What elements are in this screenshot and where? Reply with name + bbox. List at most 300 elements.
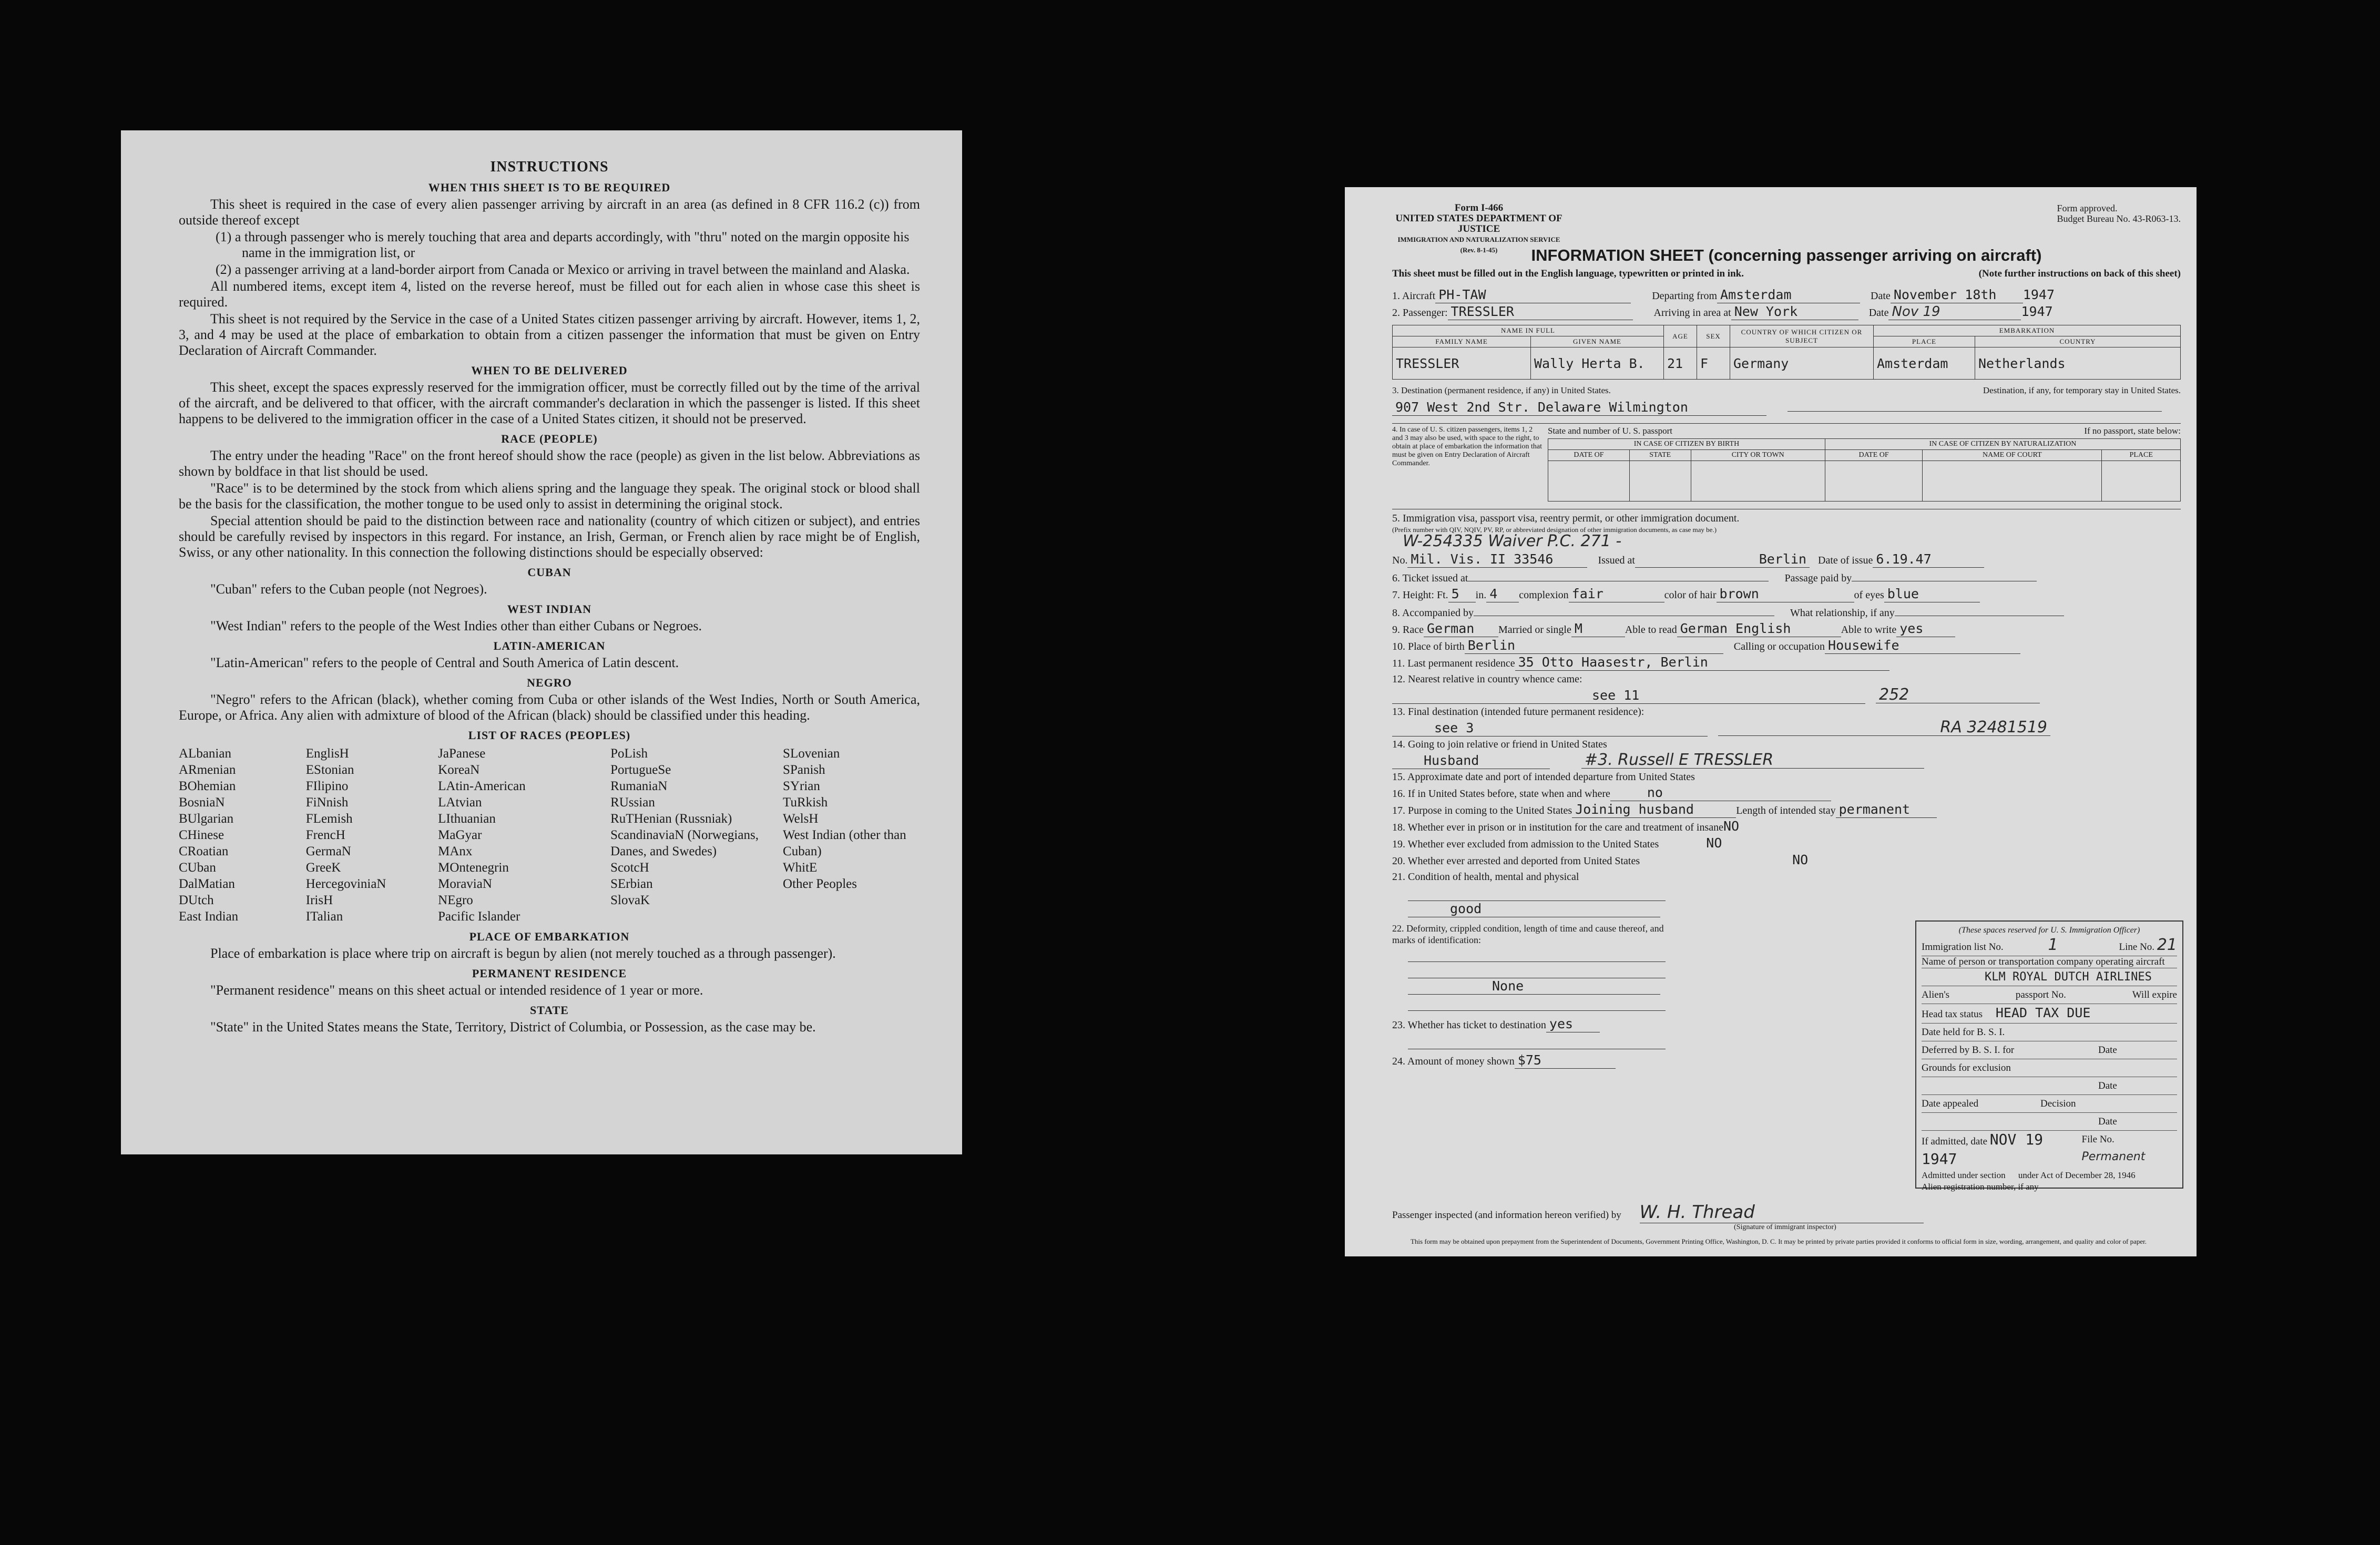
occupation-field[interactable]: Housewife — [1825, 638, 2020, 654]
given-name-cell[interactable]: Wally Herta B. — [1531, 347, 1664, 380]
health-field[interactable]: good — [1408, 901, 1660, 917]
read-label: Able to read — [1625, 624, 1677, 636]
nearest-relative-label: 12. Nearest relative in country whence came: — [1392, 673, 1582, 685]
grounds-line — [1922, 1059, 2177, 1077]
occupation-label: Calling or occupation — [1733, 641, 1825, 652]
arriving-field[interactable]: New York — [1731, 304, 1858, 320]
item-9-row — [1392, 621, 2181, 638]
date-issue-field[interactable]: 6.19.47 — [1873, 551, 1984, 568]
arriving-date-field[interactable]: Nov 19 — [1888, 304, 2021, 320]
form-subnote — [1392, 268, 2181, 280]
arriving-year: 1947 — [2021, 304, 2053, 319]
name-table — [1392, 325, 2181, 380]
item-5-note: (Prefix number with QIV, NQIV, PV, RP, or abbreviated designation of other immigration documents, as case may be.) — [1392, 526, 1717, 534]
health-label: 21. Condition of health, mental and physical — [1392, 871, 1579, 883]
item-3-value-row — [1392, 398, 2181, 416]
deferred-line — [1922, 1041, 2177, 1059]
passenger-field[interactable]: TRESSLER — [1448, 304, 1633, 320]
visa-number-field[interactable]: Mil. Vis. II 33546 — [1407, 551, 1587, 568]
deformity-label: 22. Deformity, crippled condition, length of time and cause thereof, and marks of identification: — [1392, 923, 1664, 945]
previous-visit-label: 16. If in United States before, state when and where — [1392, 788, 1610, 800]
cuban-heading: CUBAN — [527, 566, 571, 579]
aircraft-field[interactable]: PH-TAW — [1435, 287, 1631, 303]
line-no-label: Line No. — [2119, 942, 2155, 953]
race-entry: East Indian — [179, 909, 239, 924]
issued-at-field[interactable]: Berlin — [1635, 551, 1810, 568]
nat-court-cell[interactable] — [1923, 461, 2102, 502]
list-no-field[interactable]: 1 — [2048, 936, 2058, 954]
state-heading: STATE — [530, 1004, 569, 1017]
prison-label: 18. Whether ever in prison or in institution for the care and treatment of insane — [1392, 822, 1723, 833]
left-column-items — [1392, 869, 1666, 1069]
health-line-1 — [1408, 885, 1666, 901]
sex-cell[interactable]: F — [1697, 347, 1730, 380]
race-entry: SPanish — [783, 763, 825, 777]
race-entry: MOntenegrin — [438, 861, 509, 875]
race-label: 9. Race — [1392, 624, 1424, 636]
race-heading: RACE (PEOPLE) — [501, 432, 598, 445]
arriving-label: Arriving in area at — [1653, 307, 1731, 319]
read-field[interactable]: German English — [1677, 621, 1841, 637]
nearest-relative-field[interactable]: see 11 — [1392, 688, 1865, 704]
ticket-field[interactable] — [1468, 568, 1769, 581]
final-destination-field[interactable]: see 3 — [1392, 720, 1708, 736]
date-issue-label: Date of issue — [1818, 555, 1873, 566]
departing-label: Departing from — [1652, 290, 1718, 302]
relationship-field[interactable] — [1895, 603, 2064, 616]
passport-no-label: passport No. — [2015, 989, 2066, 1000]
inspected-label: Passenger inspected (and information hereon verified) by — [1392, 1210, 1621, 1221]
sex-header: SEX — [1697, 325, 1730, 347]
eyes-label: of eyes — [1854, 589, 1884, 601]
date-held-label: Date held for B. S. I. — [1922, 1027, 2005, 1038]
item-6-row — [1392, 568, 2181, 586]
deformity-value-row — [1408, 978, 1666, 995]
race-entry: RuTHenian (Russniak) — [610, 812, 732, 826]
form-footer: This form may be obtained upon prepayment from the Superintendent of Documents, Government Printing Office, Washington, D. C. It may be printed by private parties provided it conforms to official form in size, wording, arrangement, and quality and color of paper. — [1410, 1237, 2147, 1245]
race-entry: GreeK — [305, 861, 341, 875]
alien-registration-label: Alien registration number, if any — [1922, 1182, 2039, 1192]
item-8-row — [1392, 603, 2181, 621]
alien-passport-line — [1922, 986, 2177, 1004]
complexion-field[interactable]: fair — [1569, 586, 1664, 602]
item-1-row — [1392, 287, 2181, 304]
destination-field[interactable]: 907 West 2nd Str. Delaware Wilmington — [1392, 400, 1766, 416]
departing-date-field[interactable]: November 18th — [1891, 287, 2023, 303]
service: IMMIGRATION AND NATURALIZATION SERVICE — [1397, 236, 1560, 243]
item-13-row — [1392, 704, 2181, 720]
item-3-label: 3. Destination (permanent residence, if any) in United States. — [1392, 385, 1611, 395]
decision-date-line — [1922, 1113, 2177, 1131]
approved-text: Form approved. — [2057, 203, 2118, 213]
citizenship-table — [1548, 438, 2181, 502]
embark-country-cell[interactable]: Netherlands — [1975, 347, 2181, 380]
race-entry: FIlipino — [305, 779, 349, 793]
family-name-header: FAMILY NAME — [1393, 336, 1531, 347]
race-entry: SLovenian — [783, 746, 840, 761]
race-entry: MaGyar — [438, 828, 482, 842]
races-col-2 — [306, 745, 438, 925]
health-value-row — [1408, 901, 1666, 917]
birth-city-header: CITY OR TOWN — [1691, 450, 1825, 461]
race-entry: Other Peoples — [783, 877, 857, 891]
stay-field[interactable]: permanent — [1836, 802, 1937, 818]
citizen-cell[interactable]: Germany — [1730, 347, 1874, 380]
departure-label: 15. Approximate date and port of intended departure from United States — [1392, 771, 1695, 783]
list-line — [1922, 936, 2177, 956]
excluded-field[interactable]: NO — [1706, 835, 1722, 851]
item-4-table-area — [1548, 424, 2181, 502]
passenger-label: 2. Passenger: — [1392, 307, 1448, 319]
race-entry: TuRkish — [783, 795, 828, 810]
race-entry: MAnx — [438, 844, 473, 858]
transport-line — [1922, 956, 2177, 968]
married-label: Married or single — [1498, 624, 1571, 636]
exception-1: (1) a through passenger who is merely touching that area and departs accordingly, with "thru" noted on the margin opposite his name in the immigration list, or — [216, 229, 910, 260]
arriving-date-label: Date — [1868, 307, 1889, 319]
west-indian-heading: WEST INDIAN — [507, 602, 592, 616]
department: UNITED STATES DEPARTMENT OF JUSTICE — [1395, 213, 1562, 234]
item-22-row — [1392, 923, 1666, 946]
when-delivered-text: This sheet, except the spaces expressly reserved for the immigration officer, must be correctly filled out by the time of the arrival of the aircraft, and be delivered to that officer, with the aircraft commander's declaration in which the passenger is listed. If this sheet happens to be delivered to the immigration officer in the case of a United States citizen, it should not be preserved. — [179, 380, 920, 426]
given-name-header: GIVEN NAME — [1531, 336, 1664, 347]
purpose-field[interactable]: Joining husband — [1572, 802, 1736, 818]
item-17-row — [1392, 802, 2181, 818]
nat-date-header: DATE OF — [1825, 450, 1922, 461]
deformity-line-3 — [1408, 995, 1666, 1011]
item-4-block — [1392, 423, 2181, 502]
no-passport-label: If no passport, state below: — [2084, 426, 2181, 436]
height-in-field[interactable]: 4 — [1486, 586, 1519, 602]
citizen-header: COUNTRY OF WHICH CITIZEN OR SUBJECT — [1730, 325, 1874, 347]
nat-place-cell[interactable] — [2102, 461, 2181, 502]
ticket-destination-label: 23. Whether has ticket to destination — [1392, 1019, 1546, 1031]
birth-heading: IN CASE OF CITIZEN BY BIRTH — [1548, 439, 1825, 450]
eyes-field[interactable]: blue — [1884, 586, 1980, 602]
item-14-row — [1392, 736, 2181, 752]
transport-label: Name of person or transportation company operating aircraft — [1922, 956, 2165, 967]
passage-paid-label: Passage paid by — [1784, 572, 1852, 584]
file-no-label: File No. — [2081, 1134, 2115, 1145]
previous-visit-field[interactable]: no — [1610, 785, 1831, 801]
race-entry: RumaniaN — [610, 779, 668, 793]
grounds-date-label: Date — [2098, 1080, 2117, 1091]
nat-court-header: NAME OF COURT — [1923, 450, 2102, 461]
aircraft-label: 1. Aircraft — [1392, 290, 1436, 302]
final-destination-label: 13. Final destination (intended future permanent residence): — [1392, 706, 1644, 718]
head-tax-label: Head tax status — [1922, 1009, 1983, 1020]
name-in-full-header: NAME IN FULL — [1393, 325, 1664, 336]
list-no-label: Immigration list No. — [1922, 942, 2004, 953]
race-entry: WhitE — [783, 861, 818, 875]
exception-2: (2) a passenger arriving at a land-border airport from Canada or Mexico or arriving in travel between the mainland and Alaska. — [216, 262, 910, 277]
race-entry: EStonian — [305, 763, 354, 777]
decision-date-label: Date — [2098, 1116, 2117, 1127]
decision-label: Decision — [2040, 1098, 2076, 1109]
inspection-signature-line — [1392, 1202, 1924, 1232]
races-list — [179, 745, 920, 925]
excluded-label: 19. Whether ever excluded from admission to the United States — [1392, 838, 1659, 850]
height-ft-field[interactable]: 5 — [1448, 586, 1476, 602]
residence-heading: PERMANENT RESIDENCE — [472, 967, 627, 980]
prison-field[interactable]: NO — [1723, 818, 1740, 834]
race-entry: LAtvian — [438, 795, 482, 810]
deferred-label: Deferred by B. S. I. for — [1922, 1045, 2015, 1056]
when-required-heading: WHEN THIS SHEET IS TO BE REQUIRED — [428, 181, 671, 194]
item-18-row — [1392, 818, 2181, 835]
height-label: 7. Height: Ft. — [1392, 589, 1448, 601]
admitted-date-stamp: NOV 19 1947 — [1922, 1131, 2043, 1168]
races-col-4 — [610, 745, 783, 925]
embarkation-text: Place of embarkation is place where trip on aircraft is begun by alien (not merely touched as a through passenger). — [210, 946, 836, 961]
item-13-value-row — [1392, 720, 2181, 736]
race-entry: PortugueSe — [610, 763, 671, 777]
departing-year: 1947 — [2023, 287, 2055, 302]
line-no-field[interactable]: 21 — [2157, 936, 2177, 954]
birth-state-header: STATE — [1629, 450, 1691, 461]
race-entry: Pacific Islander — [438, 909, 520, 924]
money-field[interactable]: $75 — [1515, 1052, 1616, 1069]
will-expire-label: Will expire — [2132, 989, 2177, 1000]
age-cell[interactable]: 21 — [1664, 347, 1697, 380]
embarkation-header: EMBARKATION — [1874, 325, 2181, 336]
latin-text: "Latin-American" refers to the people of Central and South America of Latin descent. — [210, 655, 679, 670]
temporary-destination-field[interactable] — [1787, 398, 2162, 412]
purpose-label: 17. Purpose in coming to the United States — [1392, 805, 1572, 816]
when-delivered-heading: WHEN TO BE DELIVERED — [471, 364, 628, 377]
west-indian-text: "West Indian" refers to the people of the West Indies other than either Cubans or Negroes. — [210, 618, 702, 633]
admitted-section-line — [1922, 1170, 2177, 1181]
age-header: AGE — [1664, 325, 1697, 347]
item-16-row — [1392, 785, 2181, 802]
join-relative-label: 14. Going to join relative or friend in United States — [1392, 739, 1607, 750]
deformity-line-1 — [1408, 946, 1666, 962]
write-label: Able to write — [1841, 624, 1897, 636]
item-4-passport-row — [1548, 424, 2181, 438]
race-entry: FLemish — [305, 812, 353, 826]
race-entry: HercegoviniaN — [305, 877, 386, 891]
family-name-cell[interactable]: TRESSLER — [1393, 347, 1531, 380]
race-entry: SYrian — [783, 779, 820, 793]
cuban-text: "Cuban" refers to the Cuban people (not Negroes). — [210, 581, 487, 597]
last-residence-field[interactable]: 35 Otto Haasestr, Berlin — [1515, 654, 1889, 671]
item-23-line — [1408, 1033, 1666, 1049]
married-field[interactable]: M — [1571, 621, 1625, 637]
ticket-destination-field[interactable]: yes — [1546, 1016, 1600, 1032]
races-list-heading: LIST OF RACES (PEOPLES) — [468, 729, 631, 742]
deformity-field[interactable]: None — [1408, 978, 1660, 995]
embarkation-heading: PLACE OF EMBARKATION — [469, 930, 630, 943]
race-entry: West Indian (other than Cuban) — [783, 828, 906, 858]
country-header: COUNTRY — [1975, 336, 2181, 347]
deported-label: 20. Whether ever arrested and deported from United States — [1392, 855, 1640, 867]
race-entry: BosniaN — [179, 795, 225, 810]
race-entry: PoLish — [610, 746, 648, 761]
last-residence-label: 11. Last permanent residence — [1392, 658, 1515, 669]
item-5-label: 5. Immigration visa, passport visa, reentry permit, or other immigration document. — [1392, 513, 1740, 524]
race-entry: ALbanian — [179, 746, 231, 761]
race-entry: ARmenian — [179, 763, 236, 777]
race-entry: ScotcH — [610, 861, 649, 875]
item-5-ink-row — [1392, 534, 2181, 551]
race-entry: ScandinaviaN (Norwegians, Danes, and Swedes) — [610, 828, 759, 858]
item-24-row — [1392, 1052, 1666, 1069]
naturalization-heading: IN CASE OF CITIZEN BY NATURALIZATION — [1825, 439, 2180, 450]
language-note: This sheet must be filled out in the English language, typewritten or printed in ink. — [1392, 268, 1744, 279]
transport-field[interactable]: KLM ROYAL DUTCH AIRLINES — [1985, 970, 2152, 984]
item-4-label: 4. In case of U. S. citizen passengers, items 1, 2 and 3 may also be used, with space to the right, to obtain at place of embarkation the information that must be given on Entry Declaration of Aircraft Commander. — [1392, 426, 1542, 467]
item-23-row — [1392, 1016, 1666, 1033]
race-text-1: The entry under the heading "Race" on the front hereof should show the race (people) as given in the list below. Abbreviations as shown by boldface in that list should be used. — [179, 448, 920, 479]
race-entry: CHinese — [179, 828, 224, 842]
race-entry: FiNnish — [305, 795, 349, 810]
birthplace-field[interactable]: Berlin — [1465, 638, 1723, 654]
item-21-row — [1392, 869, 1666, 885]
race-entry: LAtin-American — [438, 779, 526, 793]
inspector-signature: W. H. Thread — [1640, 1202, 1924, 1223]
race-text-2: "Race" is to be determined by the stock from which aliens spring and the language they speak. The original stock or blood shall be the basis for the classification, the mother tongue to be used only to assist in determining the original stock. — [179, 480, 920, 511]
aliens-label: Alien's — [1922, 989, 1950, 1000]
ra-number-handwriting: RA 32481519 — [1718, 720, 2050, 736]
deported-field[interactable]: NO — [1792, 852, 1809, 867]
accompanied-field[interactable] — [1474, 603, 1774, 616]
height-in-label: in. — [1475, 589, 1487, 601]
race-entry: DUtch — [179, 893, 214, 907]
residence-text: "Permanent residence" means on this sheet actual or intended residence of 1 year or more. — [210, 983, 703, 998]
item-11-row — [1392, 654, 2181, 671]
race-entry: IrisH — [305, 893, 333, 907]
race-entry: JaPanese — [438, 746, 486, 761]
race-text-3: Special attention should be paid to the distinction between race and nationality (country of which citizen or subject), and entries should be carefully revised by inspectors in this regard. For instance, an Irish, German, or French alien by race might be of English, Swiss, or any other nationality. In this connection the following distinctions should be especially observed: — [179, 513, 920, 560]
form-title: INFORMATION SHEET (concerning passenger arriving on aircraft) — [1531, 246, 2042, 264]
alien-registration-line — [1922, 1181, 2177, 1193]
passage-paid-field[interactable] — [1852, 568, 2037, 581]
race-entry: LIthuanian — [438, 812, 496, 826]
races-col-1 — [179, 745, 306, 925]
item-2-row — [1392, 304, 2181, 321]
race-entry: FrencH — [305, 828, 345, 842]
revision: (Rev. 8-1-45) — [1460, 246, 1498, 254]
item-5-row — [1392, 509, 2181, 526]
race-entry: CRoatian — [179, 844, 229, 858]
complexion-label: complexion — [1519, 589, 1569, 601]
money-label: 24. Amount of money shown — [1392, 1056, 1515, 1067]
waiver-handwriting: W-254335 Waiver P.C. 271 - — [1403, 532, 1622, 550]
item-3-row — [1392, 383, 2181, 398]
item-12-row — [1392, 671, 2181, 687]
deformity-line-2 — [1408, 962, 1666, 978]
date-appealed-label: Date appealed — [1922, 1098, 1979, 1109]
information-sheet-page — [1345, 187, 2197, 1256]
place-header: PLACE — [1874, 336, 1975, 347]
instructions-title: INSTRUCTIONS — [490, 159, 609, 175]
form-header — [1392, 203, 2181, 265]
race-entry: SlovaK — [610, 893, 650, 907]
instructions-page — [121, 130, 962, 1154]
transport-value-line — [1922, 968, 2177, 986]
race-entry: BOhemian — [179, 779, 236, 793]
birth-city-cell[interactable] — [1691, 461, 1825, 502]
item-14-value-row — [1392, 752, 2181, 769]
negro-text: "Negro" refers to the African (black), whether coming from Cuba or other islands of the West Indies, North or South America, Europe, or Africa. Any alien with admixture of blood of the African (black) should be classified under this heading. — [179, 692, 920, 723]
latin-heading: LATIN-AMERICAN — [493, 639, 606, 652]
budget-approval — [2057, 203, 2181, 224]
race-field[interactable]: German — [1424, 621, 1498, 637]
not-required-text: This sheet is not required by the Service in the case of a United States citizen passenger arriving by aircraft. However, items 1, 2, 3, and 4 may be used at the place of embarkation to obtain from a citizen passenger the information that must be given on Entry Declaration of Aircraft Commander. — [179, 311, 920, 358]
race-entry: DalMatian — [179, 877, 235, 891]
race-entry: GermaN — [305, 844, 351, 858]
numbered-items-text: All numbered items, except item 4, listed on the reverse hereof, must be filled out for each alien in whose case this sheet is required. — [179, 279, 920, 310]
visa-row — [1392, 551, 2181, 568]
join-relative-field[interactable]: Husband — [1392, 753, 1550, 769]
race-entry: EnglisH — [305, 746, 349, 761]
admitted-line — [1922, 1131, 2177, 1170]
grounds-date-line — [1922, 1077, 2177, 1095]
item-15-row — [1392, 769, 2181, 785]
admitted-date-label: If admitted, date — [1922, 1136, 1988, 1147]
hair-label: color of hair — [1664, 589, 1717, 601]
race-entry: NEgro — [438, 893, 473, 907]
race-entry: WelsH — [783, 812, 819, 826]
head-tax-field[interactable]: HEAD TAX DUE — [1995, 1005, 2091, 1020]
officer-heading: (These spaces reserved for U. S. Immigration Officer) — [1958, 926, 2140, 935]
birth-date-cell[interactable] — [1548, 461, 1630, 502]
race-entry: ITalian — [305, 909, 343, 924]
head-tax-line — [1922, 1004, 2177, 1024]
write-field[interactable]: yes — [1896, 621, 1955, 637]
hair-field[interactable]: brown — [1717, 586, 1854, 602]
deferred-date-label: Date — [2098, 1045, 2117, 1056]
embark-place-cell[interactable]: Amsterdam — [1874, 347, 1975, 380]
race-entry: BUlgarian — [179, 812, 234, 826]
race-entry: RUssian — [610, 795, 655, 810]
when-required-text: This sheet is required in the case of every alien passenger arriving by aircraft in an area (as defined in 8 CFR 116.2 (c)) from outside thereof except — [179, 197, 920, 228]
race-entry: MoraviaN — [438, 877, 492, 891]
birth-date-header: DATE OF — [1548, 450, 1630, 461]
further-note: (Note further instructions on back of this sheet) — [1978, 268, 2181, 279]
grounds-label: Grounds for exclusion — [1922, 1062, 2011, 1073]
item-20-row — [1392, 852, 2181, 869]
admitted-act: under Act of December 28, 1946 — [2018, 1170, 2136, 1180]
accompanied-label: 8. Accompanied by — [1392, 607, 1474, 619]
birth-state-cell[interactable] — [1629, 461, 1691, 502]
race-entry: SErbian — [610, 877, 653, 891]
departing-date-label: Date — [1871, 290, 1891, 302]
nat-date-cell[interactable] — [1825, 461, 1922, 502]
race-entry: KoreaN — [438, 763, 480, 777]
departing-field[interactable]: Amsterdam — [1717, 287, 1860, 303]
item-10-row — [1392, 638, 2181, 654]
issued-at-label: Issued at — [1598, 555, 1635, 566]
relative-number: 252 — [1876, 687, 2040, 703]
relationship-label: What relationship, if any — [1790, 607, 1895, 619]
appeal-line — [1922, 1095, 2177, 1113]
ticket-label: 6. Ticket issued at — [1392, 572, 1468, 584]
visa-no-label: No. — [1392, 555, 1408, 566]
item-19-row — [1392, 835, 2181, 852]
birthplace-label: 10. Place of birth — [1392, 641, 1465, 652]
nat-place-header: PLACE — [2102, 450, 2181, 461]
form-number: Form I-466 — [1454, 202, 1504, 213]
date-held-line — [1922, 1024, 2177, 1041]
negro-heading: NEGRO — [527, 676, 572, 689]
stay-label: Length of intended stay — [1736, 805, 1836, 816]
file-no-field[interactable]: Permanent — [2081, 1150, 2146, 1163]
state-text: "State" in the United States means the State, Territory, District of Columbia, or Possession, as the case may be. — [210, 1019, 816, 1035]
passport-label: State and number of U. S. passport — [1548, 426, 1673, 436]
races-col-3 — [438, 745, 610, 925]
budget-bureau-number: Budget Bureau No. 43-R063-13. — [2057, 213, 2181, 224]
